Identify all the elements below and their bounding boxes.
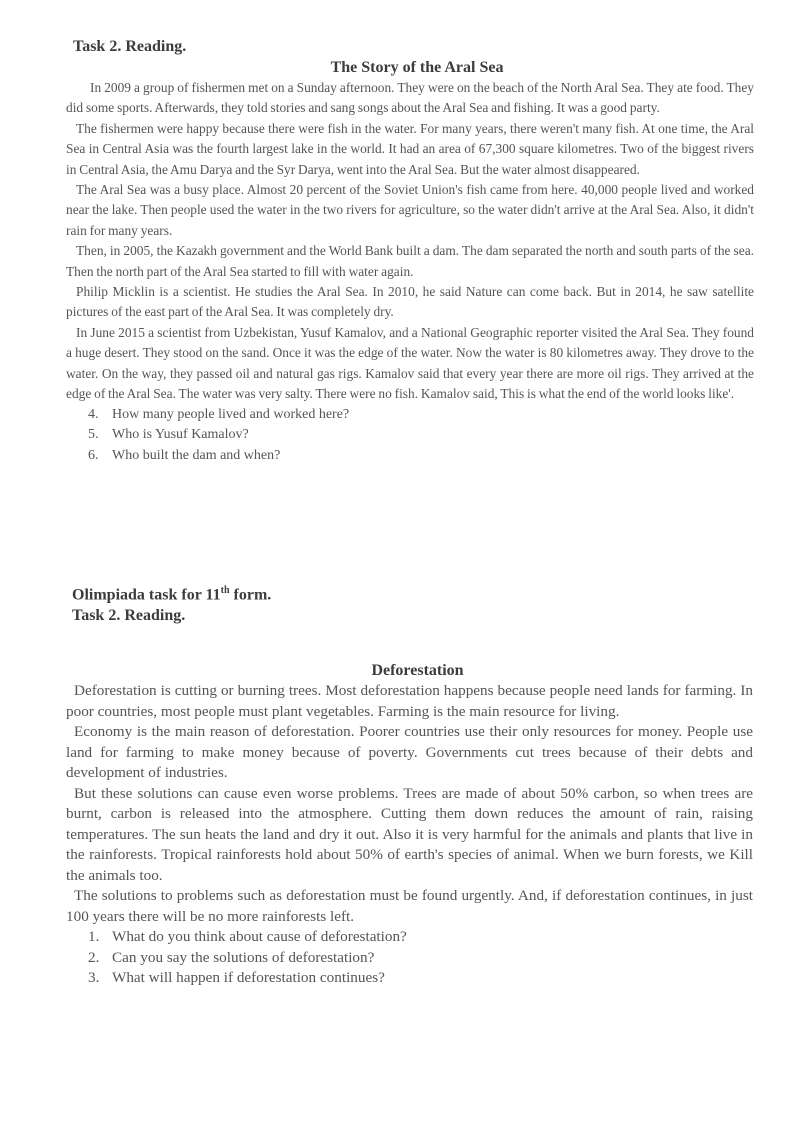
question-number: 2. [88, 948, 100, 966]
question-number: 5. [88, 427, 99, 442]
olympiad-header [72, 580, 271, 626]
question-list [66, 927, 753, 989]
question-number: 6. [88, 447, 99, 463]
ordinal-suffix: th [220, 585, 230, 596]
paragraph: The Aral Sea was a busy place. Almost 20 percent of the Soviet Union's fish came from here. 40,000 people lived and worked near the lake. Then people used the water in the two rivers for agriculture, so the water didn't arrive at the Aral Sea. Also, it didn't rain for many years. [66, 182, 754, 238]
question-item [88, 968, 753, 989]
story-title: Deforestation [371, 662, 464, 679]
question-text: Who is Yusuf Kamalov? [112, 427, 249, 442]
task-heading: Task 2. Reading. [72, 607, 186, 625]
olympiad-heading-text: Olimpiada task for 11 [72, 586, 221, 604]
question-number: 3. [88, 969, 100, 986]
question-text: What do you think about cause of deforestation? [112, 928, 407, 945]
paragraph: Economy is the main reason of deforestation. Poorer countries use their only resources for money. People use land for farming to make money because of poverty. Governments cut trees because of their debts and development of industries. [66, 723, 753, 781]
question-item [88, 948, 753, 969]
paragraph: In 2009 a group of fishermen met on a Sunday afternoon. They were on the beach of the North Aral Sea. They ate food. They did some sports. Afterwards, they told stories and sang songs about the Aral Sea and fishing. It was a good party. [66, 80, 754, 116]
paragraph: Philip Micklin is a scientist. He studies the Aral Sea. In 2010, he said Nature can come back. But in 2014, he saw satellite pictures of the east part of the Aral Sea. It was completely dry. [66, 284, 754, 320]
question-item [88, 425, 754, 446]
question-number: 1. [88, 928, 100, 945]
question-number: 4. [88, 406, 99, 422]
paragraph: But these solutions can cause even worse problems. Trees are made of about 50% carbon, so when trees are burnt, carbon is released into the atmosphere. Cutting them down reduces the amount of rain, raising temperatures. The sun heats the land and dry it out. Also it is very harmful for the animals and plants that live in the rainforests. Tropical rainforests hold about 50% of earth's species of animal. When we burn forests, we Kill the animals too. [66, 784, 753, 884]
paragraph: Deforestation is cutting or burning trees. Most deforestation happens because people need lands for farming. In poor countries, most people must plant vegetables. Farming is the main resource for living. [66, 682, 753, 720]
olympiad-heading-suffix: form. [229, 586, 272, 604]
question-text: Who built the dam and when? [112, 447, 281, 463]
story-title: The Story of the Aral Sea [330, 59, 504, 76]
olympiad-heading [72, 580, 271, 605]
question-list [66, 405, 754, 467]
paragraph: The fishermen were happy because there were fish in the water. For many years, there weren't many fish. At one time, the Aral Sea in Central Asia was the fourth largest lake in the world. It had an area of 67,300 square kilometres. Two of the biggest rivers in Central Asia, the Amu Darya and the Syr Darya, went into the Aral Sea. But the water almost disappeared. [66, 120, 754, 177]
aral-sea-reading-section [66, 36, 754, 466]
task-heading: Task 2. Reading. [73, 38, 187, 55]
paragraph: Then, in 2005, the Kazakh government and the World Bank built a dam. The dam separated the north and south parts of the sea. Then the north part of the Aral Sea started to fill with water again. [66, 243, 754, 279]
question-text: How many people lived and worked here? [112, 406, 350, 422]
question-text: Can you say the solutions of deforestation? [112, 948, 375, 966]
paragraph: In June 2015 a scientist from Uzbekistan, Yusuf Kamalov, and a National Geographic reporter visited the Aral Sea. They found a huge desert. They stood on the sand. Once it was the edge of the water. Now the water is 80 kilometres away. They drove to the water. On the way, they passed oil and natural gas rigs. Kamalov said that every year there are more oil rigs. They arrived at the edge of the Aral Sea. The water was very salty. There were no fish. Kamalov said, This is what the end of the world looks like'. [66, 324, 754, 402]
question-item [88, 927, 753, 948]
question-text: What will happen if deforestation continues? [112, 969, 385, 986]
deforestation-reading-section [66, 660, 753, 989]
question-item [88, 446, 754, 467]
paragraph: The solutions to problems such as deforestation must be found urgently. And, if deforestation continues, in just 100 years there will be no more rainforests left. [66, 887, 753, 925]
question-item [88, 405, 754, 426]
